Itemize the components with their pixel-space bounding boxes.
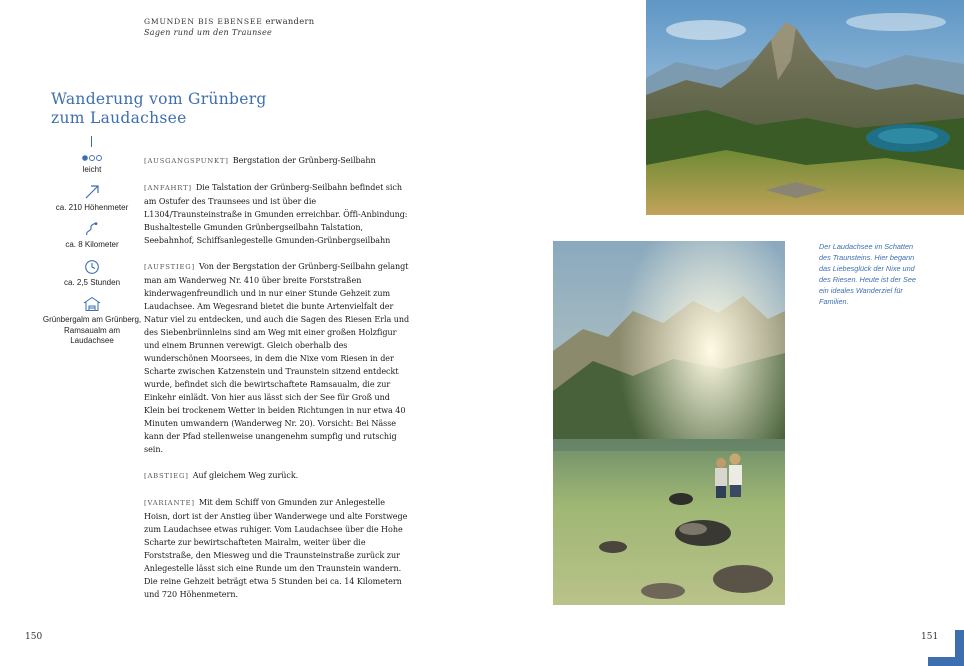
section-text: Bergstation der Grünberg-Seilbahn (232, 156, 376, 165)
fact-difficulty (42, 154, 142, 176)
section-label: [AUSGANGSPUNKT] (144, 157, 229, 165)
tour-description (144, 154, 412, 614)
section-descent (144, 469, 412, 483)
page-number-right: 151 (921, 632, 939, 642)
fact-duration-text: ca. 2,5 Stunden (63, 277, 121, 287)
section-text: Die Talstation der Grünberg-Seilbahn befindet sich am Ostufer des Traunsees und ist über die L1304/Traunsteinstraße in Gmunden erreichbar. Öffi-Anbindung: Bushaltestelle Gmunden Grünbergseilbahn Talstation, Seebahnhof, Schiffsanlegestelle Gmunden-Grünbergseilbahn (144, 183, 408, 245)
tour-facts (42, 154, 142, 355)
corner-marker (928, 630, 964, 666)
difficulty-dots-icon (81, 154, 103, 162)
section-label: [VARIANTE] (144, 499, 195, 507)
running-header-subtitle: Sagen rund um den Traunsee (144, 28, 273, 37)
clock-icon (84, 259, 100, 275)
route-icon (84, 221, 100, 237)
fact-difficulty-text: leicht (82, 165, 102, 174)
fact-huts-text: Grünbergalm am Grünberg, Ramsaualm am Laudachsee (42, 315, 142, 345)
section-label: [ANFAHRT] (144, 184, 192, 192)
running-header-title-rest: erwandern (265, 16, 315, 26)
fact-distance (42, 221, 142, 251)
fact-elevation (42, 184, 142, 214)
running-header-title: GMUNDEN BIS EBENSEE (144, 17, 263, 26)
page-title-line-2: zum Laudachsee (51, 109, 187, 127)
section-text: Auf gleichem Weg zurück. (192, 471, 299, 480)
page-number-left: 150 (25, 632, 43, 642)
section-label: [ABSTIEG] (144, 472, 189, 480)
fact-duration (42, 259, 142, 289)
fact-huts (42, 296, 142, 347)
running-header (144, 16, 314, 38)
section-start (144, 154, 412, 168)
fact-elevation-text: ca. 210 Höhenmeter (55, 202, 129, 212)
section-label: [AUFSTIEG] (144, 263, 195, 271)
section-text: Mit dem Schiff von Gmunden zur Anlegestelle Hoisn, dort ist der Anstieg über Wanderwege und alte Forstwege zum Laudachsee etwas ruhiger. Vom Laudachsee über die Hohe Scharte zur bewirtschafteten Mairalm, weiter über die Forststraße, den Miesweg und die Traunsteinstraße zurück zur Anlegestelle lässt sich eine Runde um den Traunstein wandern. Die reine Gehzeit beträgt etwa 5 Stunden bei ca. 14 Kilometern und 720 Höhenmetern. (144, 498, 408, 599)
title-divider (91, 136, 92, 147)
ascent-arrow-icon (84, 184, 100, 200)
page-title (51, 90, 311, 128)
section-variant (144, 496, 412, 601)
lake-children-image (553, 241, 785, 605)
photo-traunstein-mountain (646, 0, 964, 215)
fact-distance-text: ca. 8 Kilometer (65, 240, 119, 249)
page-title-line-1: Wanderung vom Grünberg (51, 90, 267, 108)
photo-caption: Der Laudachsee im Schatten des Traunsteins. Hier begann das Liebesglück der Nixe und des Riesen. Heute ist der See ein ideales Wanderziel für Familien. (819, 242, 916, 307)
photo-laudachsee-children (553, 241, 785, 605)
mountain-landscape-image (646, 0, 964, 215)
section-approach (144, 181, 412, 247)
hut-icon (83, 296, 101, 312)
section-ascent (144, 260, 412, 456)
section-text: Von der Bergstation der Grünberg-Seilbahn gelangt man am Wanderweg Nr. 410 über breite Forststraßen kinderwagenfreundlich und in nur einer Stunde Gehzeit zum Laudachsee. Am Wegesrand bietet die bunte Artenvielfalt der Natur viel zu entdecken, und auch die Sagen des Riesen Erla und des Siebenbrünnleins sind am Weg mit einer großen Holzfigur und einem Brunnen verewigt. Gleich oberhalb des wunderschönen Moorsees, in dem die Nixe vom Riesen in der Scharte zwischen Katzenstein und Traunstein sitzend entdeckt wurde, befindet sich die bewirtschaftete Ramsaualm, die zur Einkehr einlädt. Von hier aus lässt sich der See für Groß und Klein bei trockenem Wetter in beiden Richtungen in nur etwa 40 Minuten umwandern (Wanderweg Nr. 20). Vorsicht: Bei Nässe kann der Pfad stellenweise unangenehm sumpfig und rutschig sein. (144, 262, 410, 454)
